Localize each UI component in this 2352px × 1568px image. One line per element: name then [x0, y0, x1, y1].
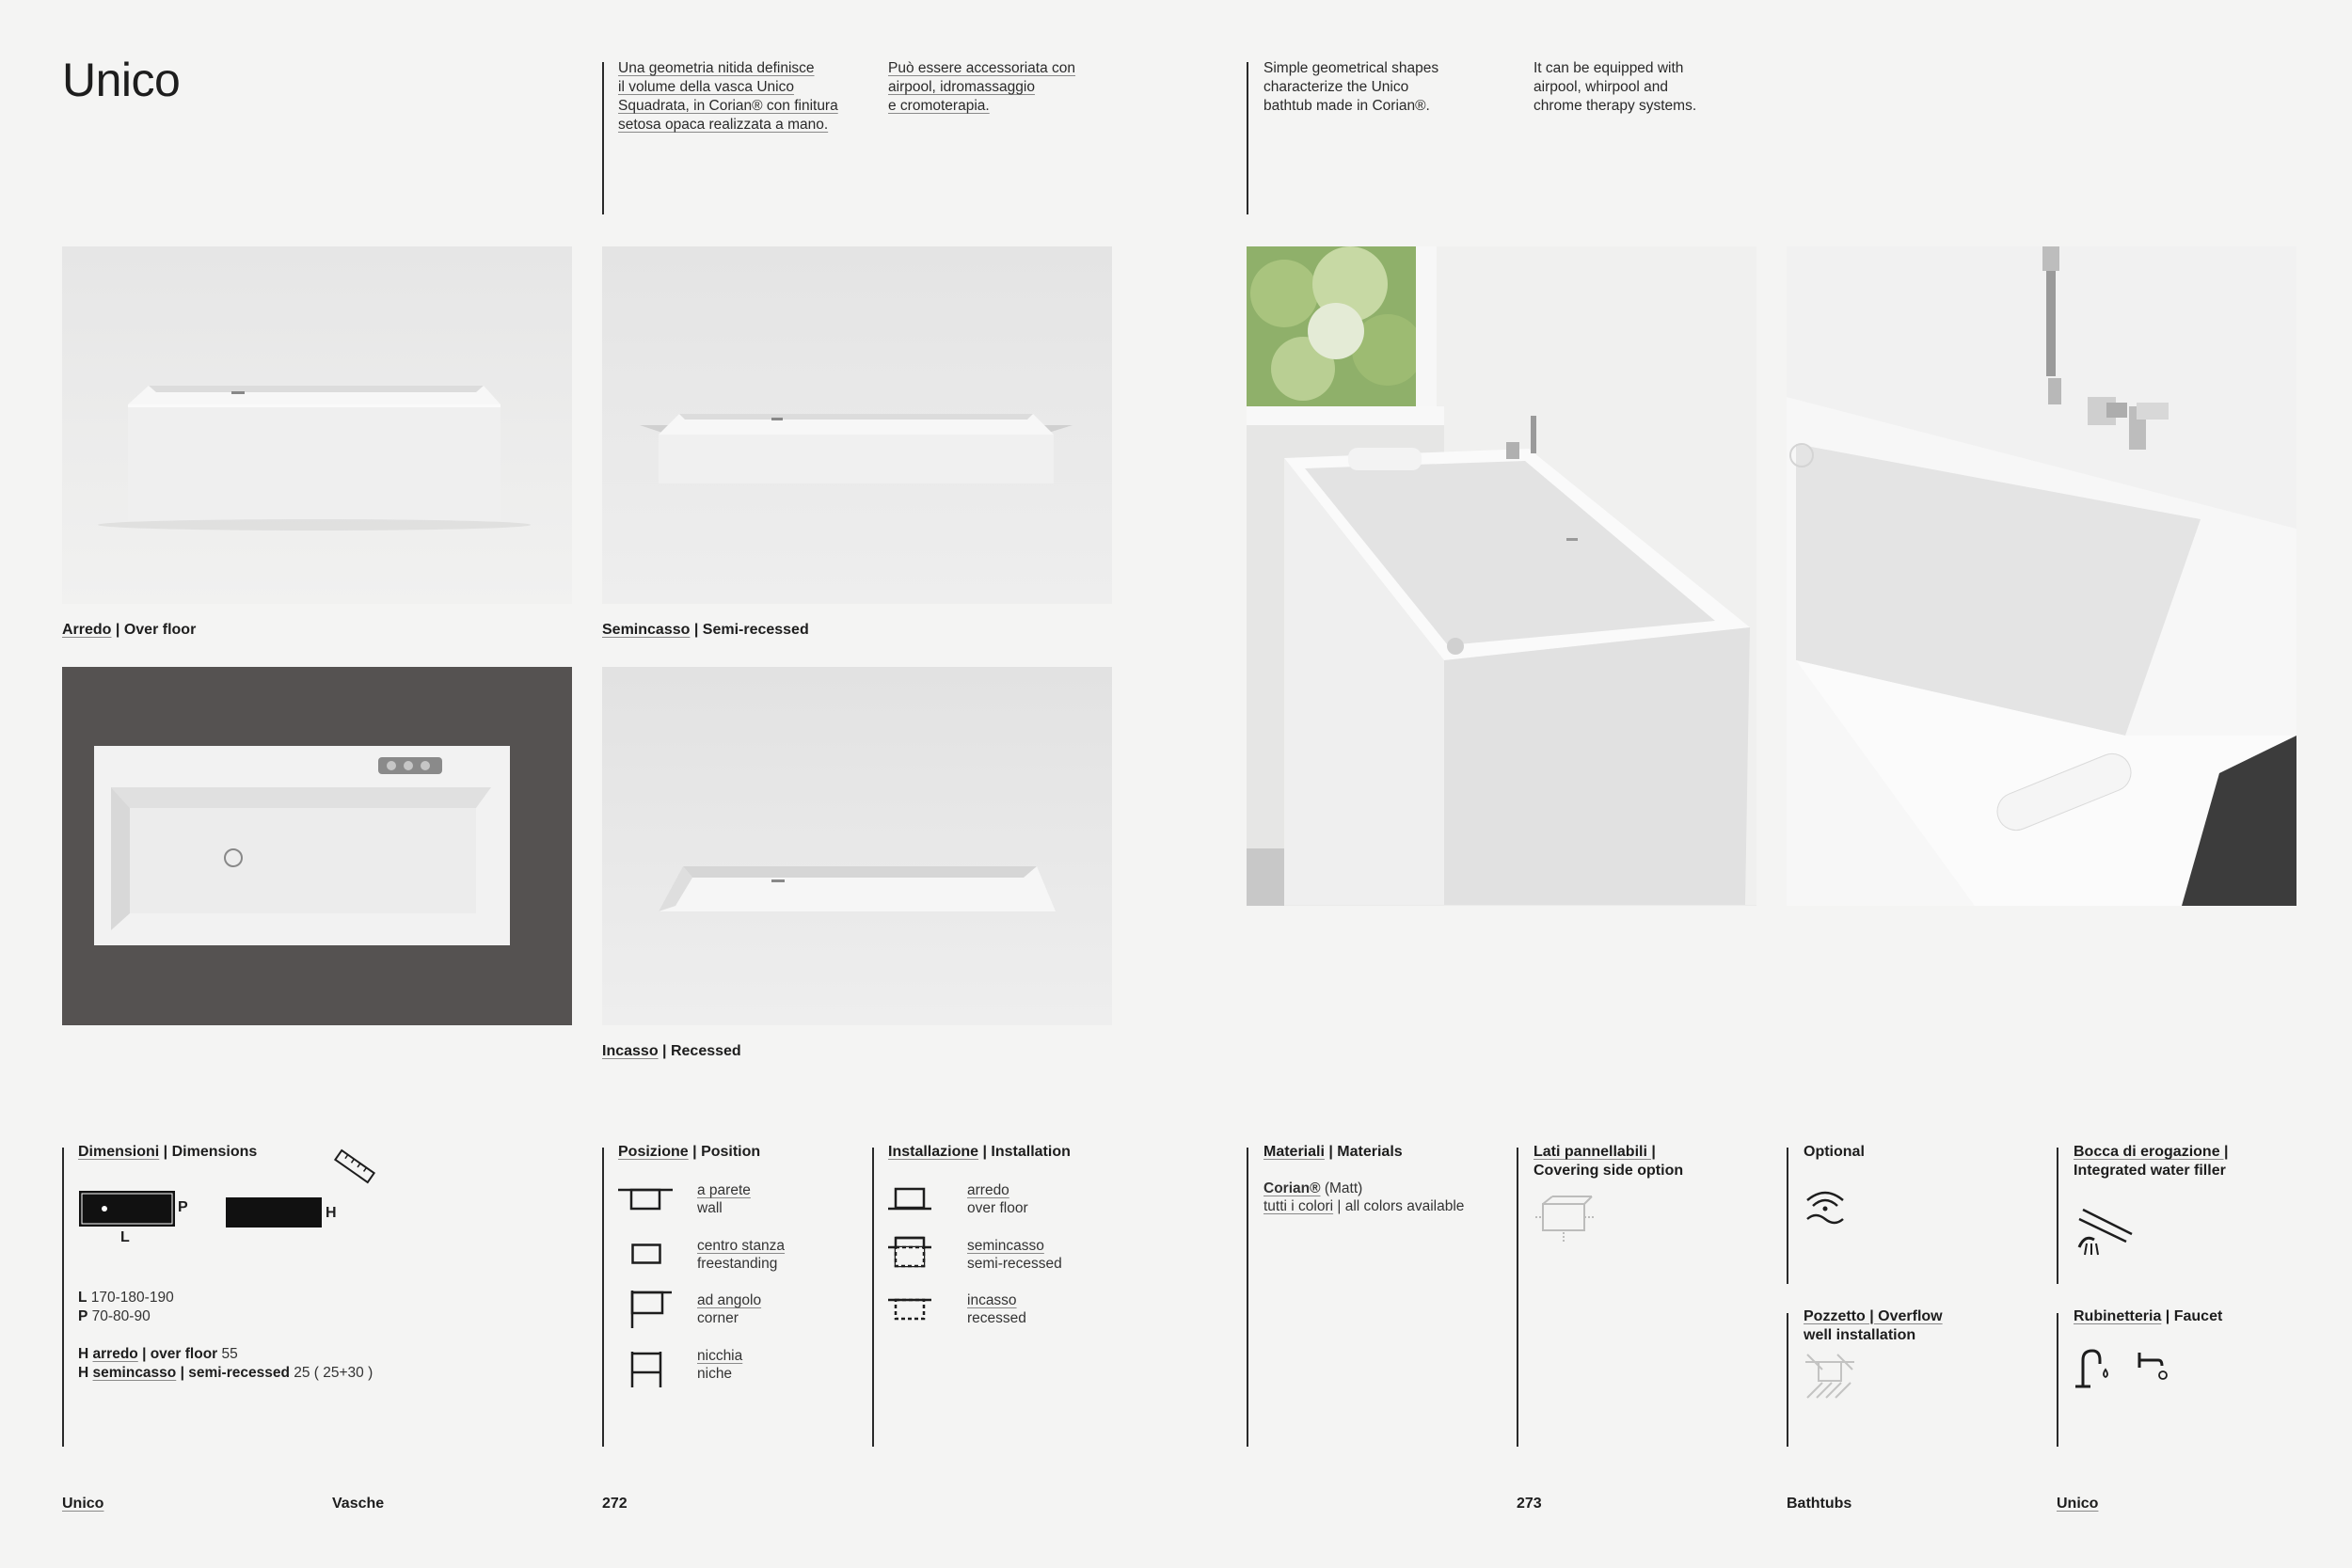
over-floor-install-icon	[888, 1187, 931, 1212]
option-it: a parete	[697, 1182, 751, 1198]
intro-divider-right	[1247, 62, 1248, 214]
heading-it: Posizione	[618, 1144, 689, 1160]
dim-key-en: over floor	[150, 1346, 218, 1362]
caption-it: Semincasso	[602, 622, 691, 638]
caption-semi-recessed: Semincasso | Semi-recessed	[602, 622, 809, 638]
dim-label-h: H	[326, 1205, 337, 1221]
semi-recessed-install-icon	[888, 1236, 931, 1270]
intro-line: setosa opaca realizzata a mano.	[618, 117, 829, 133]
dim-key: L	[78, 1290, 87, 1306]
filler-heading	[2074, 1143, 2229, 1180]
overflow-icon	[1804, 1353, 1856, 1400]
position-item-niche	[697, 1347, 742, 1383]
dim-value: 170-180-190	[90, 1290, 174, 1306]
heading-en: Faucet	[2173, 1308, 2223, 1324]
photo-semi-recessed	[602, 246, 1112, 604]
optional-heading: Optional	[1804, 1144, 1865, 1160]
heading-en: Position	[701, 1144, 761, 1160]
intro-line: Una geometria nitida definisce	[618, 60, 815, 76]
dim-depth	[78, 1307, 151, 1326]
dim-length	[78, 1289, 174, 1307]
option-en: recessed	[967, 1310, 1026, 1326]
spec-divider	[872, 1148, 874, 1447]
photo-recessed	[602, 667, 1112, 1025]
caption-recessed: Incasso | Recessed	[602, 1043, 741, 1059]
intro-line: chrome therapy systems.	[1534, 98, 1697, 114]
material-colors-it: tutti i colori	[1263, 1198, 1334, 1214]
installation-heading: Installazione | Installation	[888, 1144, 1071, 1160]
intro-line: e cromoterapia.	[888, 98, 990, 114]
tub-elevation-icon	[226, 1197, 322, 1227]
position-item-wall	[697, 1181, 751, 1217]
water-filler-icon	[2074, 1206, 2134, 1259]
wall-spout-icon	[2136, 1351, 2173, 1385]
option-en: corner	[697, 1310, 739, 1326]
intro-line: Squadrata, in Corian® con finitura	[618, 98, 838, 114]
intro-line: il volume della vasca Unico	[618, 79, 794, 95]
dim-key-it: semincasso	[92, 1365, 177, 1381]
intro-line: Simple geometrical shapes	[1263, 60, 1439, 76]
material-colors-en: all colors available	[1344, 1198, 1465, 1214]
page-number-right: 273	[1517, 1496, 1542, 1512]
caption-en: Recessed	[670, 1043, 741, 1059]
footer-category-right: Bathtubs	[1787, 1496, 1852, 1512]
dim-key-it: arredo	[92, 1346, 138, 1362]
spec-divider	[2057, 1313, 2058, 1447]
tub-plan-icon	[78, 1190, 176, 1227]
intro-english-col2	[1534, 59, 1778, 116]
intro-line: Può essere accessoriata con	[888, 60, 1076, 76]
side-panel-icon	[1534, 1191, 1596, 1243]
niche-position-icon	[630, 1352, 662, 1387]
position-heading: Posizione | Position	[618, 1144, 761, 1160]
dim-height-semi: H semincasso | semi-recessed 25 ( 25+30 )	[78, 1365, 373, 1381]
heading-line: Pozzetto | Overflow	[1804, 1308, 1943, 1324]
option-it: centro stanza	[697, 1238, 786, 1254]
caption-it: Incasso	[602, 1043, 659, 1059]
materials-corian: Corian® (Matt) tutti i colori | all colors available	[1263, 1180, 1465, 1214]
faucet-heading: Rubinetteria | Faucet	[2074, 1308, 2223, 1324]
heading-line: well installation	[1804, 1327, 1916, 1343]
option-en: niche	[697, 1366, 733, 1382]
intro-line: airpool, idromassaggio	[888, 79, 1035, 95]
corner-position-icon	[630, 1291, 672, 1328]
photo-over-floor	[62, 246, 572, 604]
dim-height-over-floor: H arredo | over floor 55	[78, 1346, 238, 1362]
tall-faucet-icon	[2074, 1347, 2111, 1388]
intro-line: airpool, whirpool and	[1534, 79, 1669, 95]
photo-close-up	[1787, 246, 2296, 906]
heading-line: Covering side option	[1534, 1163, 1684, 1179]
page-title: Unico	[62, 54, 181, 106]
install-item-semi-recessed	[967, 1237, 1062, 1273]
dim-key: H	[78, 1346, 89, 1362]
material-brand: Corian®	[1263, 1180, 1321, 1196]
option-it: arredo	[967, 1182, 1009, 1198]
spec-divider	[62, 1148, 64, 1447]
dim-key: H	[78, 1365, 89, 1381]
footer-brand-left	[62, 1496, 103, 1513]
caption-en: Over floor	[123, 622, 197, 638]
dimensions-heading: Dimensioni | Dimensions	[78, 1144, 258, 1160]
heading-line: Bocca di erogazione |	[2074, 1144, 2229, 1160]
option-it: incasso	[967, 1292, 1017, 1308]
dim-value: 25 ( 25+30 )	[294, 1365, 373, 1381]
heading-en: Installation	[991, 1144, 1071, 1160]
position-item-freestanding	[697, 1237, 785, 1273]
photo-room-interior	[1247, 246, 1756, 906]
spec-divider	[2057, 1148, 2058, 1284]
footer-text: Unico	[62, 1496, 104, 1512]
dim-key-en: semi-recessed	[188, 1365, 290, 1381]
dim-label-l: L	[120, 1229, 130, 1245]
intro-italian-col1	[618, 59, 863, 135]
caption-over-floor: Arredo | Over floor	[62, 622, 197, 638]
heading-it: Installazione	[888, 1144, 979, 1160]
option-en: freestanding	[697, 1256, 778, 1272]
wall-position-icon	[618, 1187, 673, 1213]
install-item-recessed	[967, 1291, 1026, 1327]
option-it: semincasso	[967, 1238, 1044, 1254]
intro-line: bathtub made in Corian®.	[1263, 98, 1430, 114]
covering-heading	[1534, 1143, 1683, 1180]
intro-divider-left	[602, 62, 604, 214]
spec-divider	[1787, 1148, 1788, 1284]
dim-label-p: P	[178, 1199, 188, 1215]
option-it: nicchia	[697, 1348, 743, 1364]
intro-italian-col2	[888, 59, 1133, 116]
spec-divider	[602, 1148, 604, 1447]
heading-it: Dimensioni	[78, 1144, 160, 1160]
spec-divider	[1247, 1148, 1248, 1447]
caption-it: Arredo	[62, 622, 112, 638]
footer-category-left: Vasche	[332, 1496, 385, 1512]
footer-text: Unico	[2057, 1496, 2099, 1512]
intro-line: characterize the Unico	[1263, 79, 1409, 95]
dim-value: 70-80-90	[91, 1308, 151, 1324]
intro-english-col1	[1263, 59, 1508, 116]
heading-en: Dimensions	[171, 1144, 258, 1160]
option-it: ad angolo	[697, 1292, 762, 1308]
page-number-left: 272	[602, 1496, 628, 1512]
heading-line: Lati pannellabili |	[1534, 1144, 1656, 1160]
position-item-corner	[697, 1291, 761, 1327]
intro-line: It can be equipped with	[1534, 60, 1684, 76]
option-en: semi-recessed	[967, 1256, 1062, 1272]
overflow-heading	[1804, 1307, 1943, 1345]
heading-it: Rubinetteria	[2074, 1308, 2162, 1324]
heading-line: Integrated water filler	[2074, 1163, 2226, 1179]
recessed-install-icon	[888, 1298, 931, 1323]
photo-top-view	[62, 667, 572, 1025]
heading-it: Materiali	[1263, 1144, 1325, 1160]
materials-heading: Materiali | Materials	[1263, 1144, 1403, 1160]
dim-value: 55	[221, 1346, 238, 1362]
freestanding-icon	[631, 1243, 661, 1264]
spec-divider	[1787, 1313, 1788, 1447]
footer-brand-right	[2057, 1496, 2098, 1513]
ruler-icon	[331, 1148, 378, 1185]
spec-divider	[1517, 1148, 1518, 1447]
install-item-over-floor	[967, 1181, 1028, 1217]
option-en: over floor	[967, 1200, 1028, 1216]
dim-key: P	[78, 1308, 88, 1324]
option-en: wall	[697, 1200, 723, 1216]
heading-en: Materials	[1337, 1144, 1403, 1160]
material-finish: (Matt)	[1324, 1180, 1363, 1196]
whirlpool-icon	[1804, 1187, 1847, 1225]
caption-en: Semi-recessed	[702, 622, 809, 638]
